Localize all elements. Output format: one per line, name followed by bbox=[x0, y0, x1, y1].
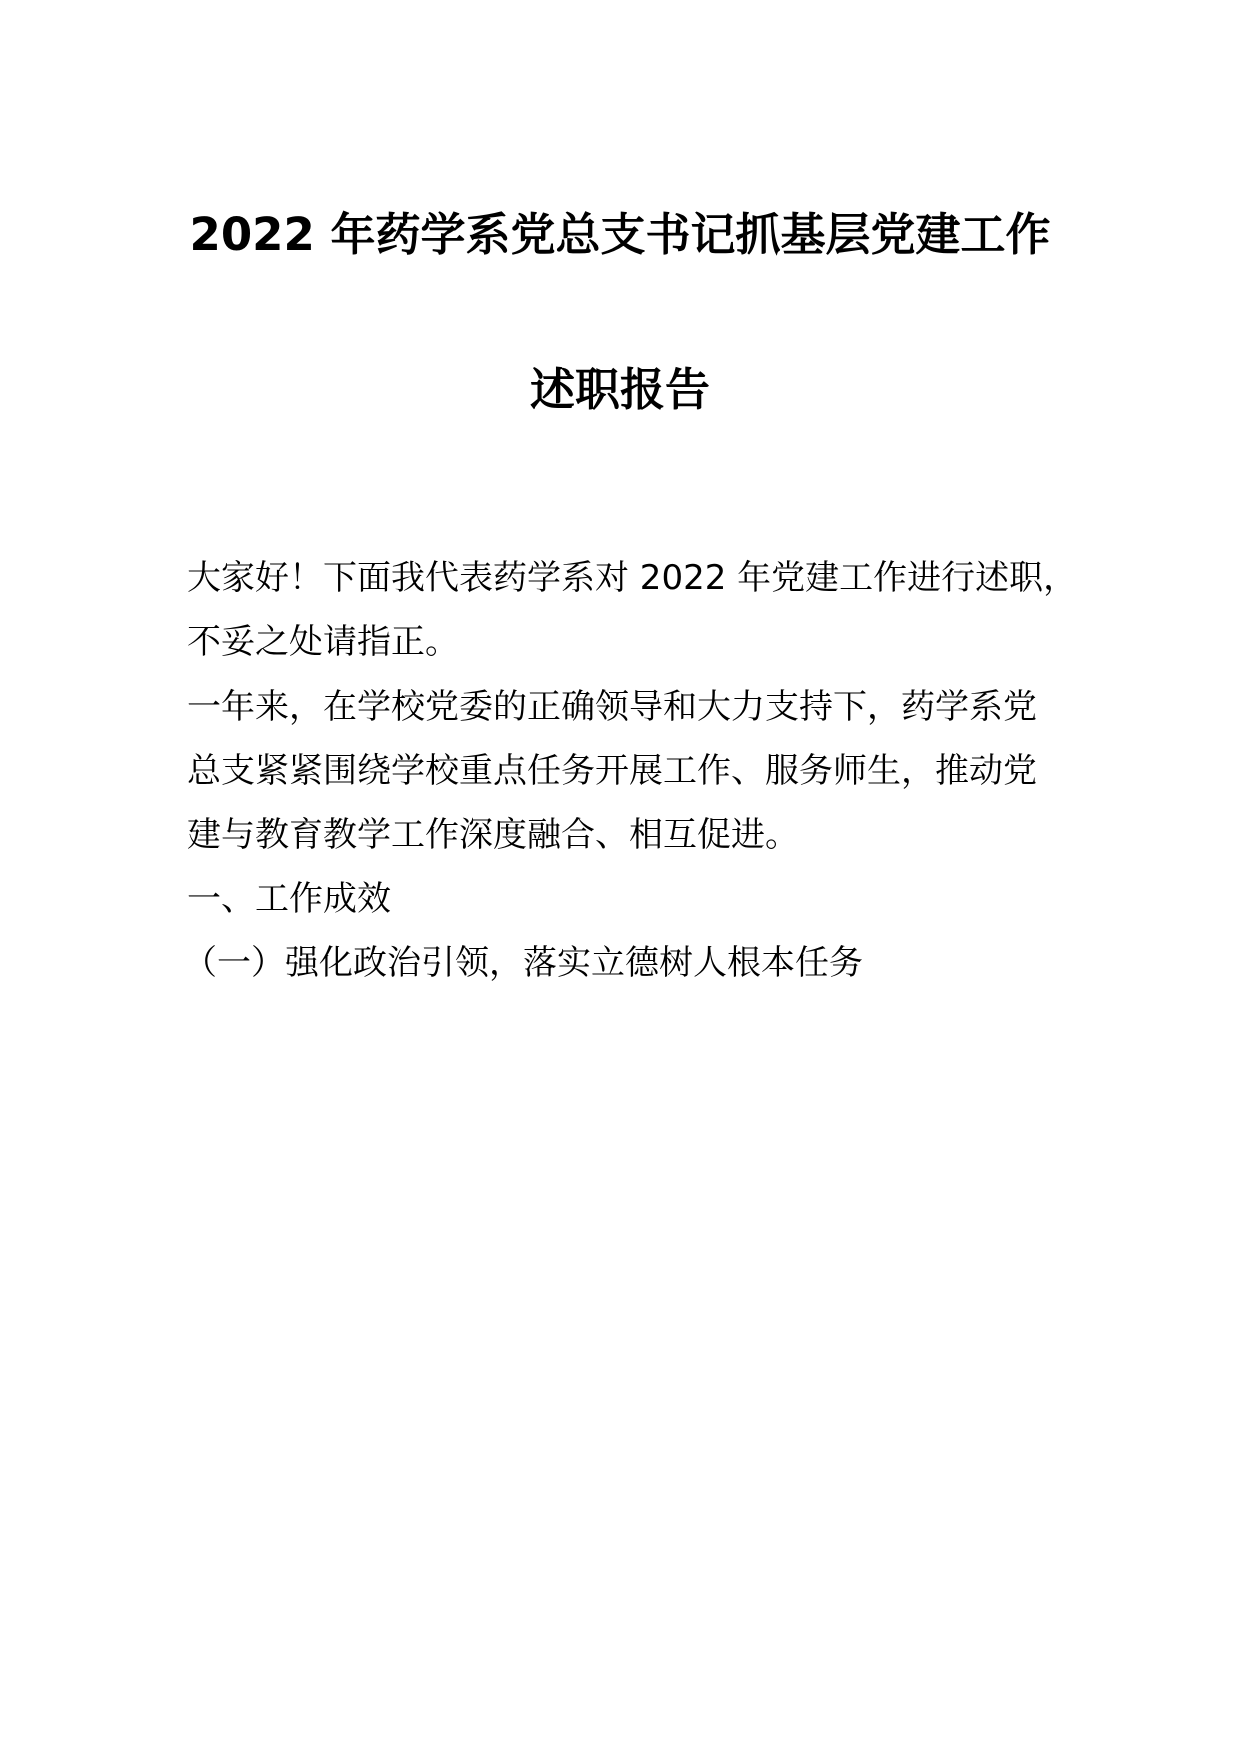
subsection-heading-1: （一）强化政治引领，落实立德树人根本任务 bbox=[183, 943, 863, 983]
paragraph-1-line-1: 大家好！下面我代表药学系对 2022 年党建工作进行述职， bbox=[187, 558, 1078, 598]
section-heading-1: 一、工作成效 bbox=[187, 879, 391, 919]
paragraph-1-line-2: 不妥之处请指正。 bbox=[187, 622, 459, 662]
paragraph-2-line-2: 总支紧紧围绕学校重点任务开展工作、服务师生，推动党 bbox=[187, 751, 1037, 791]
document-title-line-1: 2022 年药学系党总支书记抓基层党建工作 bbox=[189, 208, 1051, 261]
paragraph-2-line-1: 一年来，在学校党委的正确领导和大力支持下，药学系党 bbox=[187, 687, 1037, 727]
document-title-line-2: 述职报告 bbox=[529, 363, 710, 416]
paragraph-2-line-3: 建与教育教学工作深度融合、相互促进。 bbox=[187, 815, 799, 855]
